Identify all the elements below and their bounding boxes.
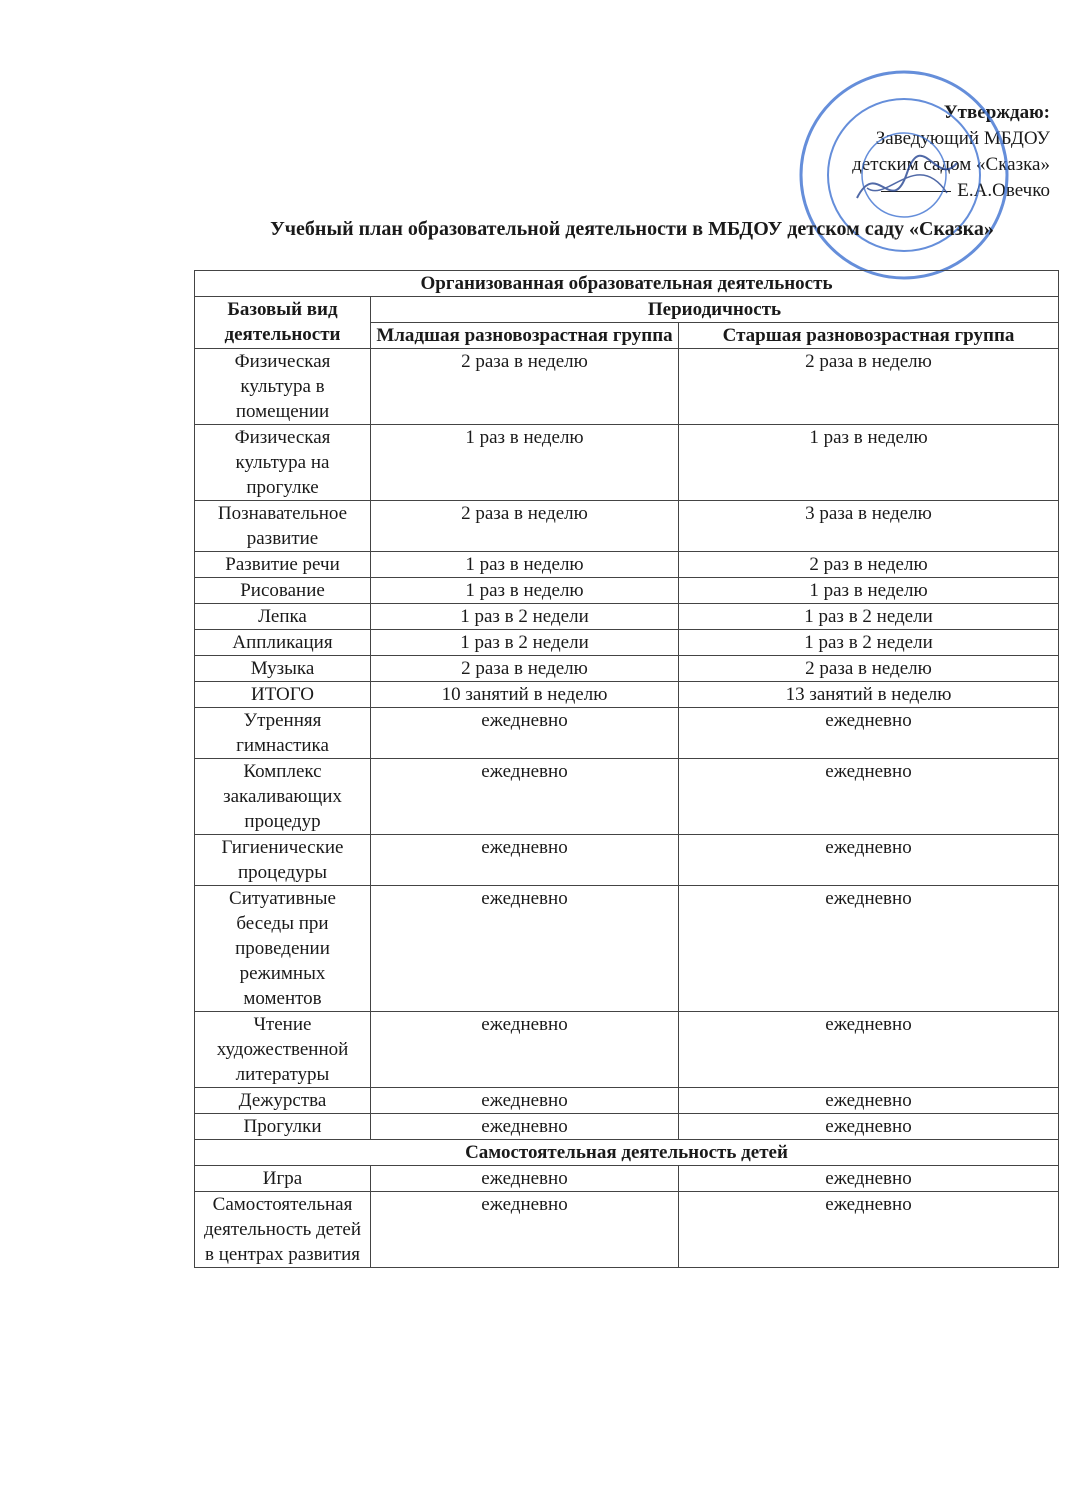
cell-activity: Утренняя гимнастика (195, 708, 371, 759)
cell-activity: Физическая культура в помещении (195, 349, 371, 425)
cell-senior: 1 раз в неделю (679, 578, 1059, 604)
cell-activity: Самостоятельная деятельность детей в центрах развития (195, 1192, 371, 1268)
cell-junior: 2 раза в неделю (371, 656, 679, 682)
header-junior: Младшая разновозрастная группа (371, 323, 679, 349)
table-row (195, 682, 1059, 708)
header-senior: Старшая разновозрастная группа (679, 323, 1059, 349)
cell-junior: 10 занятий в неделю (371, 682, 679, 708)
cell-senior: ежедневно (679, 1088, 1059, 1114)
cell-senior: ежедневно (679, 886, 1059, 1012)
cell-activity: Рисование (195, 578, 371, 604)
cell-senior: ежедневно (679, 759, 1059, 835)
table-row (195, 656, 1059, 682)
table-row (195, 1166, 1059, 1192)
section-organized: Организованная образовательная деятельность (195, 271, 1059, 297)
cell-junior: 1 раз в неделю (371, 578, 679, 604)
section-independent: Самостоятельная деятельность детей (195, 1140, 1059, 1166)
cell-activity: ИТОГО (195, 682, 371, 708)
cell-senior: 3 раза в неделю (679, 501, 1059, 552)
cell-activity: Игра (195, 1166, 371, 1192)
table-row (195, 1088, 1059, 1114)
header-periodicity: Периодичность (371, 297, 1059, 323)
cell-senior: 2 раз в неделю (679, 552, 1059, 578)
table-row (195, 886, 1059, 1012)
cell-senior: ежедневно (679, 1192, 1059, 1268)
table-row (195, 501, 1059, 552)
cell-junior: 1 раз в 2 недели (371, 630, 679, 656)
cell-senior: ежедневно (679, 708, 1059, 759)
table-row (195, 578, 1059, 604)
document-title: Учебный план образовательной деятельности в МБДОУ детском саду «Сказка» (270, 218, 994, 240)
table-row (195, 1192, 1059, 1268)
table-row (195, 1114, 1059, 1140)
header-row (195, 297, 1059, 323)
cell-junior: ежедневно (371, 1166, 679, 1192)
cell-junior: ежедневно (371, 886, 679, 1012)
cell-activity: Гигиенические процедуры (195, 835, 371, 886)
table-row (195, 835, 1059, 886)
cell-junior: ежедневно (371, 759, 679, 835)
cell-activity: Аппликация (195, 630, 371, 656)
cell-senior: 2 раза в неделю (679, 656, 1059, 682)
cell-junior: 1 раз в неделю (371, 552, 679, 578)
cell-senior: 13 занятий в неделю (679, 682, 1059, 708)
cell-activity: Познавательное развитие (195, 501, 371, 552)
table-row (195, 552, 1059, 578)
header-activity: Базовый вид деятельности (195, 297, 371, 349)
table-row (195, 349, 1059, 425)
approval-position: Заведующий МБДОУ (875, 128, 1050, 149)
cell-activity: Лепка (195, 604, 371, 630)
cell-activity: Комплекс закаливающих процедур (195, 759, 371, 835)
cell-senior: ежедневно (679, 1166, 1059, 1192)
cell-junior: ежедневно (371, 1114, 679, 1140)
cell-junior: ежедневно (371, 1012, 679, 1088)
cell-activity: Физическая культура на прогулке (195, 425, 371, 501)
cell-activity: Развитие речи (195, 552, 371, 578)
table-row (195, 759, 1059, 835)
table-row (195, 604, 1059, 630)
cell-activity: Ситуативные беседы при проведении режимных моментов (195, 886, 371, 1012)
cell-senior: 1 раз в 2 недели (679, 604, 1059, 630)
section-header-row (195, 271, 1059, 297)
cell-junior: 1 раз в неделю (371, 425, 679, 501)
cell-activity: Музыка (195, 656, 371, 682)
study-plan-table (194, 270, 1059, 1268)
cell-senior: ежедневно (679, 1114, 1059, 1140)
cell-junior: 2 раза в неделю (371, 349, 679, 425)
cell-senior: 1 раз в 2 недели (679, 630, 1059, 656)
section-header-row (195, 1140, 1059, 1166)
table-row (195, 630, 1059, 656)
seal-stamp-icon (797, 68, 1011, 282)
cell-junior: ежедневно (371, 1088, 679, 1114)
cell-senior: ежедневно (679, 1012, 1059, 1088)
cell-senior: ежедневно (679, 835, 1059, 886)
cell-junior: 2 раза в неделю (371, 501, 679, 552)
cell-junior: 1 раз в 2 недели (371, 604, 679, 630)
cell-activity: Прогулки (195, 1114, 371, 1140)
cell-senior: 1 раз в неделю (679, 425, 1059, 501)
table-row (195, 425, 1059, 501)
table-row (195, 1012, 1059, 1088)
approval-signer: Е.А.Овечко (957, 180, 1050, 201)
cell-activity: Чтение художественной литературы (195, 1012, 371, 1088)
cell-senior: 2 раза в неделю (679, 349, 1059, 425)
table-row (195, 708, 1059, 759)
approval-title: Утверждаю: (943, 102, 1050, 123)
cell-junior: ежедневно (371, 835, 679, 886)
cell-junior: ежедневно (371, 1192, 679, 1268)
approval-org: детским садом «Сказка» (852, 154, 1050, 175)
cell-junior: ежедневно (371, 708, 679, 759)
cell-activity: Дежурства (195, 1088, 371, 1114)
